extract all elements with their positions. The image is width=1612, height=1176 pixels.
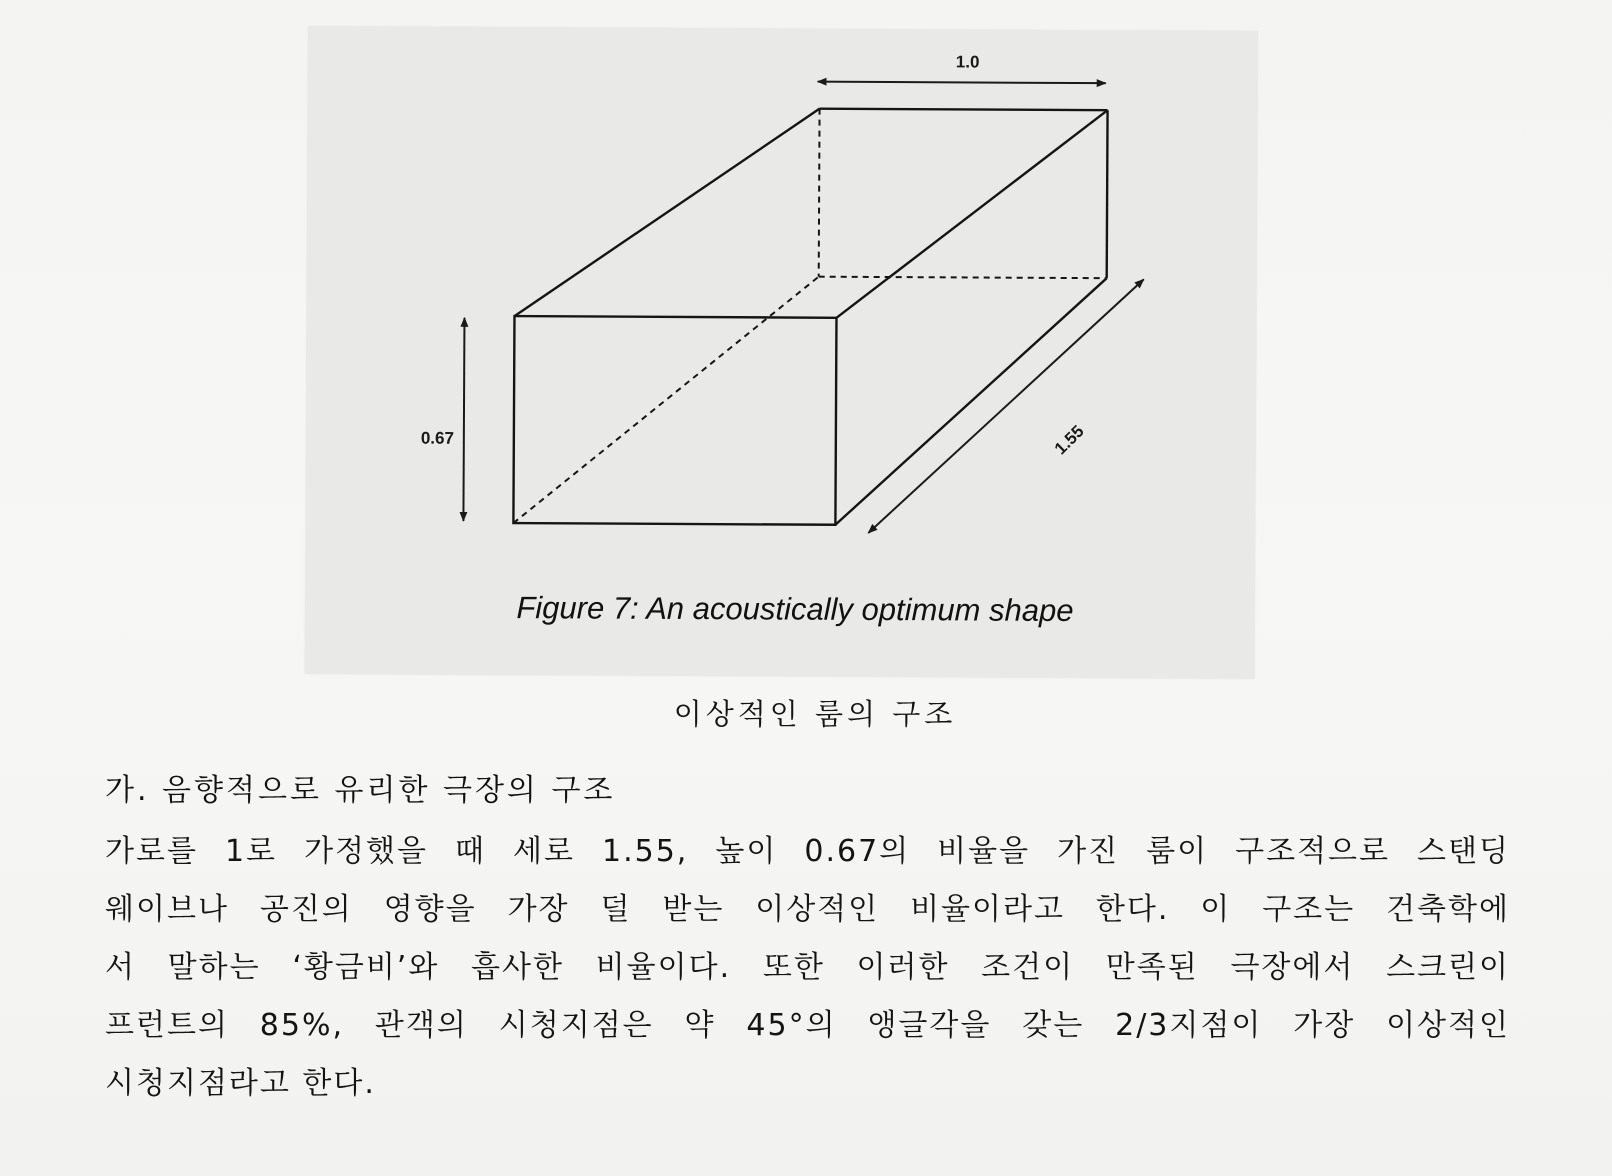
front-face — [513, 316, 836, 525]
hidden-bottom-edge — [819, 277, 1107, 279]
room-box-diagram — [305, 26, 1258, 679]
hidden-diagonal-edge — [513, 275, 818, 525]
figure-panel — [305, 26, 1258, 679]
section-heading: 가. 음향적으로 유리한 극장의 구조 — [105, 773, 616, 808]
paragraph-line: 시청지점라고 한다. — [105, 1066, 376, 1101]
paragraph-line: 서 말하는 ‘황금비’와 흡사한 비율이다. 또한 이러한 조건이 만족된 극장에서 스크린이 — [105, 950, 1510, 985]
top-back-edge — [820, 109, 1108, 111]
paragraph-line: 프런트의 85%, 관객의 시청지점은 약 45°의 앵글각을 갖는 2/3지점이 가장 이상적인 — [105, 1008, 1510, 1043]
top-right-edge — [836, 109, 1107, 319]
depth-label: 1.55 — [1050, 421, 1088, 459]
right-back-edge — [1107, 110, 1108, 278]
figure-caption: Figure 7: An acoustically optimum shape — [516, 590, 1074, 629]
paragraph-line: 웨이브나 공진의 영향을 가장 덜 받는 이상적인 비율이라고 한다. 이 구조는 건축학에 — [105, 892, 1510, 927]
body-paragraph — [105, 823, 1510, 1113]
width-label: 1.0 — [955, 52, 980, 72]
korean-figure-caption: 이상적인 룸의 구조 — [673, 697, 957, 731]
height-label: 0.67 — [420, 428, 454, 448]
bottom-right-edge — [835, 277, 1106, 526]
depth-arrow — [868, 278, 1143, 534]
top-left-edge — [514, 107, 819, 318]
height-arrow — [463, 318, 464, 521]
hidden-vertical-edge — [819, 109, 820, 277]
paragraph-line: 가로를 1로 가정했을 때 세로 1.55, 높이 0.67의 비율을 가진 룸이 구조적으로 스탠딩 — [105, 834, 1510, 869]
width-arrow — [818, 82, 1106, 84]
